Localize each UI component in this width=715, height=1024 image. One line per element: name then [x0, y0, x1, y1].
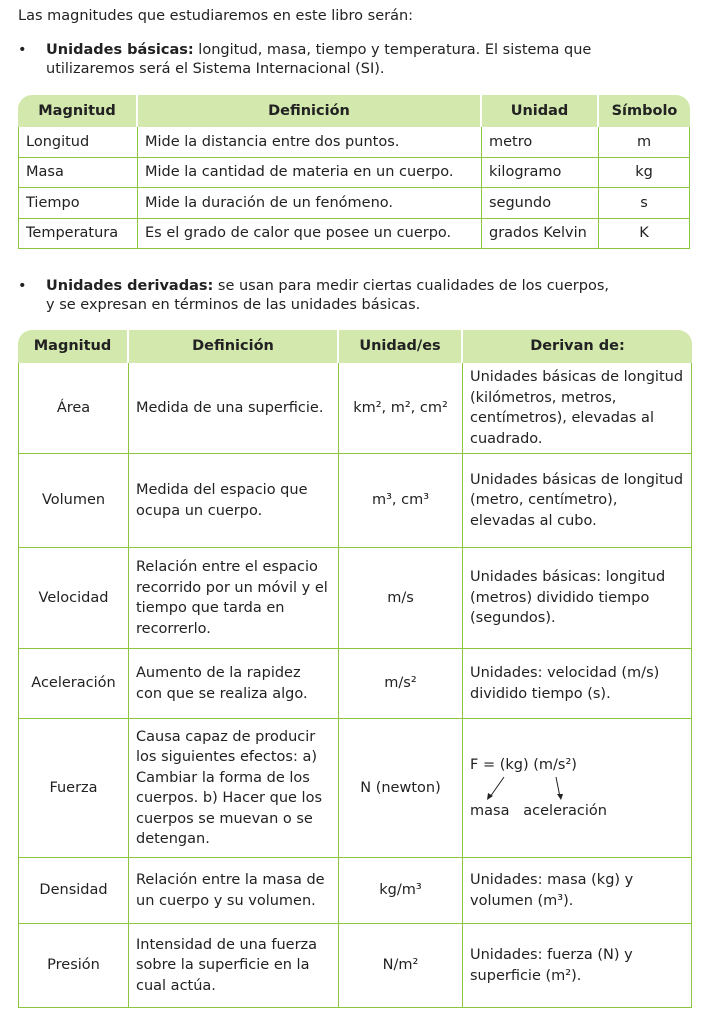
header-simbolo: Símbolo — [599, 95, 690, 127]
formula-arrows-icon — [470, 775, 580, 801]
table-row — [18, 858, 692, 924]
bullet-basic-title: Unidades básicas: — [46, 42, 194, 58]
bullet-basic-line1: longitud, masa, tiempo y temperatura. El sistema que — [193, 42, 592, 58]
table-header-row — [18, 95, 690, 127]
cell-magnitud: Fuerza — [18, 719, 129, 858]
derived-units-table — [18, 330, 692, 1008]
header-magnitud: Magnitud — [18, 330, 129, 363]
cell-definicion: Mide la cantidad de materia en un cuerpo. — [138, 158, 482, 189]
cell-derivan-de: Unidades básicas de longitud (kilómetros, metros, centímetros), elevadas al cuadrado. — [463, 363, 692, 454]
cell-simbolo: K — [599, 219, 690, 250]
cell-unidad: segundo — [482, 188, 599, 219]
table-header-row — [18, 330, 692, 363]
cell-magnitud: Velocidad — [18, 548, 129, 649]
bullet-basic-units — [18, 41, 591, 79]
intro-text: Las magnitudes que estudiaremos en este libro serán: — [18, 8, 414, 24]
header-definicion: Definición — [129, 330, 339, 363]
cell-derivan-de — [463, 719, 692, 858]
cell-unidades: N/m² — [339, 924, 463, 1008]
cell-magnitud: Densidad — [18, 858, 129, 924]
table-row — [18, 127, 690, 158]
cell-unidad: kilogramo — [482, 158, 599, 189]
force-formula-labels: masa aceleración — [470, 803, 607, 819]
cell-definicion: Mide la duración de un fenómeno. — [138, 188, 482, 219]
bullet-basic-line2: utilizaremos será el Sistema Internacional (SI). — [46, 61, 385, 77]
table-row — [18, 188, 690, 219]
cell-derivan-de: Unidades básicas: longitud (metros) dividido tiempo (segundos). — [463, 548, 692, 649]
cell-definicion: Mide la distancia entre dos puntos. — [138, 127, 482, 158]
force-formula-equation: F = (kg) (m/s²) — [470, 757, 577, 773]
table-row — [18, 158, 690, 189]
cell-unidades: kg/m³ — [339, 858, 463, 924]
cell-derivan-de: Unidades: velocidad (m/s) dividido tiempo (s). — [463, 649, 692, 719]
table-row — [18, 363, 692, 454]
table-row — [18, 454, 692, 548]
cell-magnitud: Aceleración — [18, 649, 129, 719]
cell-definicion: Relación entre la masa de un cuerpo y su volumen. — [129, 858, 339, 924]
table-row — [18, 924, 692, 1008]
cell-derivan-de: Unidades básicas de longitud (metro, centímetro), elevadas al cubo. — [463, 454, 692, 548]
cell-derivan-de: Unidades: masa (kg) y volumen (m³). — [463, 858, 692, 924]
cell-definicion: Aumento de la rapidez con que se realiza algo. — [129, 649, 339, 719]
cell-unidades: m³, cm³ — [339, 454, 463, 548]
cell-simbolo: m — [599, 127, 690, 158]
cell-definicion: Es el grado de calor que posee un cuerpo. — [138, 219, 482, 250]
header-unidad: Unidad — [482, 95, 599, 127]
bullet-derived-line1: se usan para medir ciertas cualidades de los cuerpos, — [213, 278, 609, 294]
cell-definicion: Causa capaz de producir los siguientes efectos: a) Cambiar la forma de los cuerpos. b) Hacer que los cuerpos se muevan o se detengan. — [129, 719, 339, 858]
basic-units-table — [18, 95, 690, 249]
cell-magnitud: Masa — [18, 158, 138, 189]
header-derivan-de: Derivan de: — [463, 330, 692, 363]
bullet-dot: • — [18, 278, 27, 294]
cell-magnitud: Longitud — [18, 127, 138, 158]
bullet-derived-title: Unidades derivadas: — [46, 278, 214, 294]
cell-unidades: m/s² — [339, 649, 463, 719]
cell-definicion: Relación entre el espacio recorrido por un móvil y el tiempo que tarda en recorrerlo. — [129, 548, 339, 649]
cell-magnitud: Tiempo — [18, 188, 138, 219]
bullet-derived-units — [18, 277, 609, 315]
cell-unidades: km², m², cm² — [339, 363, 463, 454]
cell-magnitud: Volumen — [18, 454, 129, 548]
cell-unidad: grados Kelvin — [482, 219, 599, 250]
cell-definicion: Medida de una superficie. — [129, 363, 339, 454]
cell-derivan-de: Unidades: fuerza (N) y superficie (m²). — [463, 924, 692, 1008]
cell-unidad: metro — [482, 127, 599, 158]
cell-magnitud: Área — [18, 363, 129, 454]
table-row — [18, 219, 690, 250]
table-row — [18, 548, 692, 649]
cell-magnitud: Presión — [18, 924, 129, 1008]
header-unidades: Unidad/es — [339, 330, 463, 363]
bullet-derived-line2: y se expresan en términos de las unidades básicas. — [46, 297, 421, 313]
cell-simbolo: kg — [599, 158, 690, 189]
bullet-dot: • — [18, 42, 27, 58]
header-magnitud: Magnitud — [18, 95, 138, 127]
cell-unidades: N (newton) — [339, 719, 463, 858]
table-row — [18, 649, 692, 719]
header-definicion: Definición — [138, 95, 482, 127]
table-row — [18, 719, 692, 858]
force-formula — [470, 749, 684, 827]
cell-definicion: Intensidad de una fuerza sobre la superficie en la cual actúa. — [129, 924, 339, 1008]
cell-unidades: m/s — [339, 548, 463, 649]
cell-simbolo: s — [599, 188, 690, 219]
cell-definicion: Medida del espacio que ocupa un cuerpo. — [129, 454, 339, 548]
cell-magnitud: Temperatura — [18, 219, 138, 250]
